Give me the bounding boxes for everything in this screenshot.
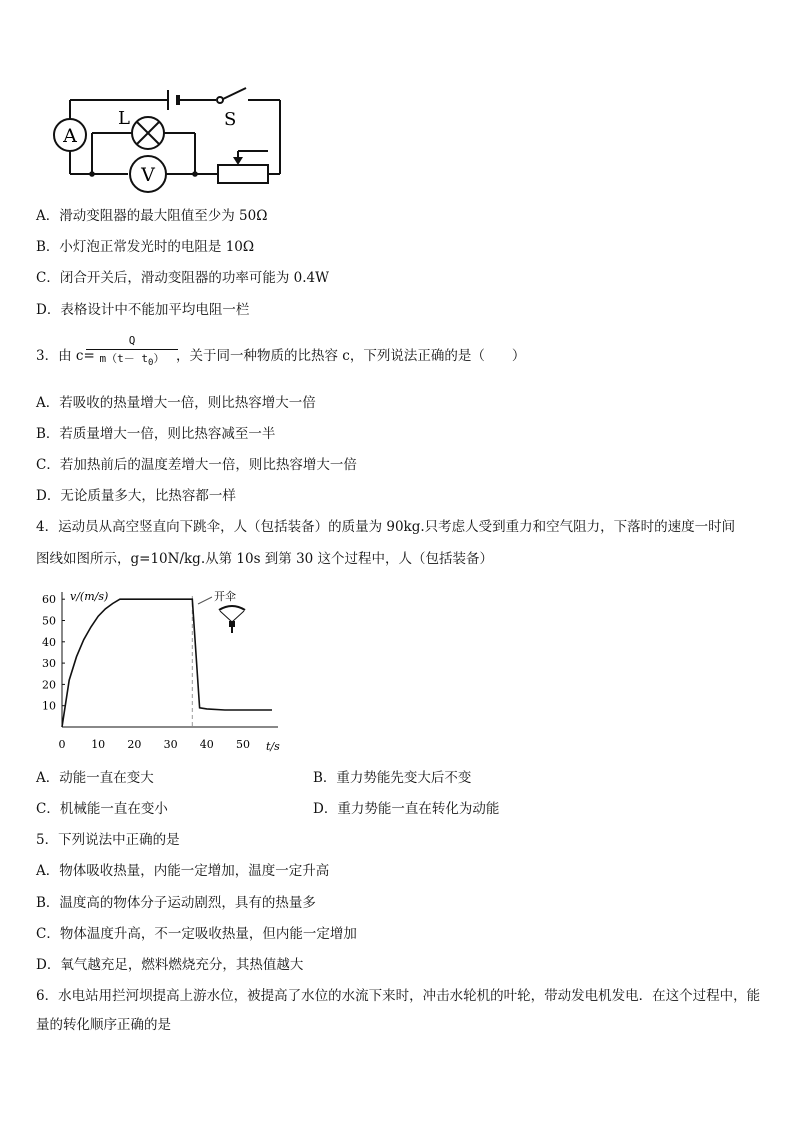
- q2-option-b: B．小灯泡正常发光时的电阻是 10Ω: [36, 239, 255, 255]
- q2-option-c: C．闭合开关后，滑动变阻器的功率可能为 0.4W: [36, 270, 329, 286]
- switch-label: S: [224, 109, 237, 130]
- specific-heat-formula: [86, 334, 178, 371]
- chart-annotation: 开伞: [214, 590, 236, 603]
- x-tick-label: 30: [163, 738, 178, 751]
- formula-denominator: $m(t- t_0)$: [99, 352, 165, 369]
- formula-numerator: Q: [128, 334, 136, 347]
- q5-option-a: A．物体吸收热量，内能一定增加，温度一定升高: [36, 863, 330, 879]
- x-tick-label: 50: [236, 738, 250, 751]
- velocity-curve: [62, 599, 272, 727]
- y-tick-label: 10: [42, 699, 56, 713]
- y-tick-label: 20: [42, 678, 56, 692]
- q4-option-b: B．重力势能先变大后不变: [313, 770, 472, 786]
- q5-option-d: D．氧气越充足，燃料燃烧充分，其热值越大: [36, 957, 304, 973]
- q4-stem-line1: 4．运动员从高空竖直向下跳伞，人（包括装备）的质量为 90kg.只考虑人受到重力和空气阻力，下落时的速度一时间: [36, 519, 736, 535]
- q4-option-a: A．动能一直在变大: [36, 770, 154, 786]
- q5-option-b: B．温度高的物体分子运动剧烈，具有的热量多: [36, 895, 316, 911]
- annotation-leader: [198, 597, 212, 604]
- q3-option-b: B．若质量增大一倍，则比热容减至一半: [36, 426, 276, 442]
- x-tick-label: 20: [127, 738, 142, 751]
- q3-stem-suffix: ，关于同一种物质的比热容 c，下列说法正确的是（ ）: [176, 348, 526, 364]
- y-axis-label: v/(m/s): [70, 590, 109, 603]
- q2-option-d: D．表格设计中不能加平均电阻一栏: [36, 302, 250, 318]
- q6-stem: 6．水电站用拦河坝提高上游水位，被提高了水位的水流下来时，冲击水轮机的叶轮，带动发电机发电．在这个过程中，能量的转化顺序正确的是: [36, 988, 761, 1033]
- q5-option-c: C．物体温度升高，不一定吸收热量，但内能一定增加: [36, 926, 357, 942]
- ammeter-label: A: [63, 125, 77, 147]
- q3-option-c: C．若加热前后的温度差增大一倍，则比热容增大一倍: [36, 457, 357, 473]
- q4-option-d: D．重力势能一直在转化为动能: [313, 801, 500, 817]
- lamp-label: L: [118, 108, 130, 129]
- y-tick-label: 30: [42, 657, 56, 671]
- y-tick-label: 40: [42, 635, 56, 649]
- x-tick-label: 0: [58, 738, 66, 751]
- q3-option-a: A．若吸收的热量增大一倍，则比热容增大一倍: [36, 395, 316, 411]
- x-tick-label: 10: [91, 738, 106, 751]
- q5-stem: 5．下列说法中正确的是: [36, 832, 180, 848]
- q3-option-d: D．无论质量多大，比热容都一样: [36, 488, 236, 504]
- y-tick-label: 60: [42, 593, 56, 607]
- q4-option-c: C．机械能一直在变小: [36, 801, 168, 817]
- parachute-icon: [219, 606, 245, 633]
- q2-option-a: A．滑动变阻器的最大阻值至少为 50Ω: [36, 208, 268, 224]
- q4-stem-line2: 图线如图所示，g=10N/kg.从第 10s 到第 30 这个过程中，人（包括装备）: [36, 551, 494, 567]
- x-tick-label: 40: [199, 738, 214, 751]
- voltmeter-label: V: [141, 164, 155, 186]
- q3-stem-prefix: 3．由 c=: [36, 348, 95, 364]
- velocity-time-chart: [36, 586, 286, 754]
- y-tick-label: 50: [42, 614, 56, 628]
- circuit-diagram: [40, 85, 285, 195]
- x-axis-label: t/s: [266, 740, 280, 753]
